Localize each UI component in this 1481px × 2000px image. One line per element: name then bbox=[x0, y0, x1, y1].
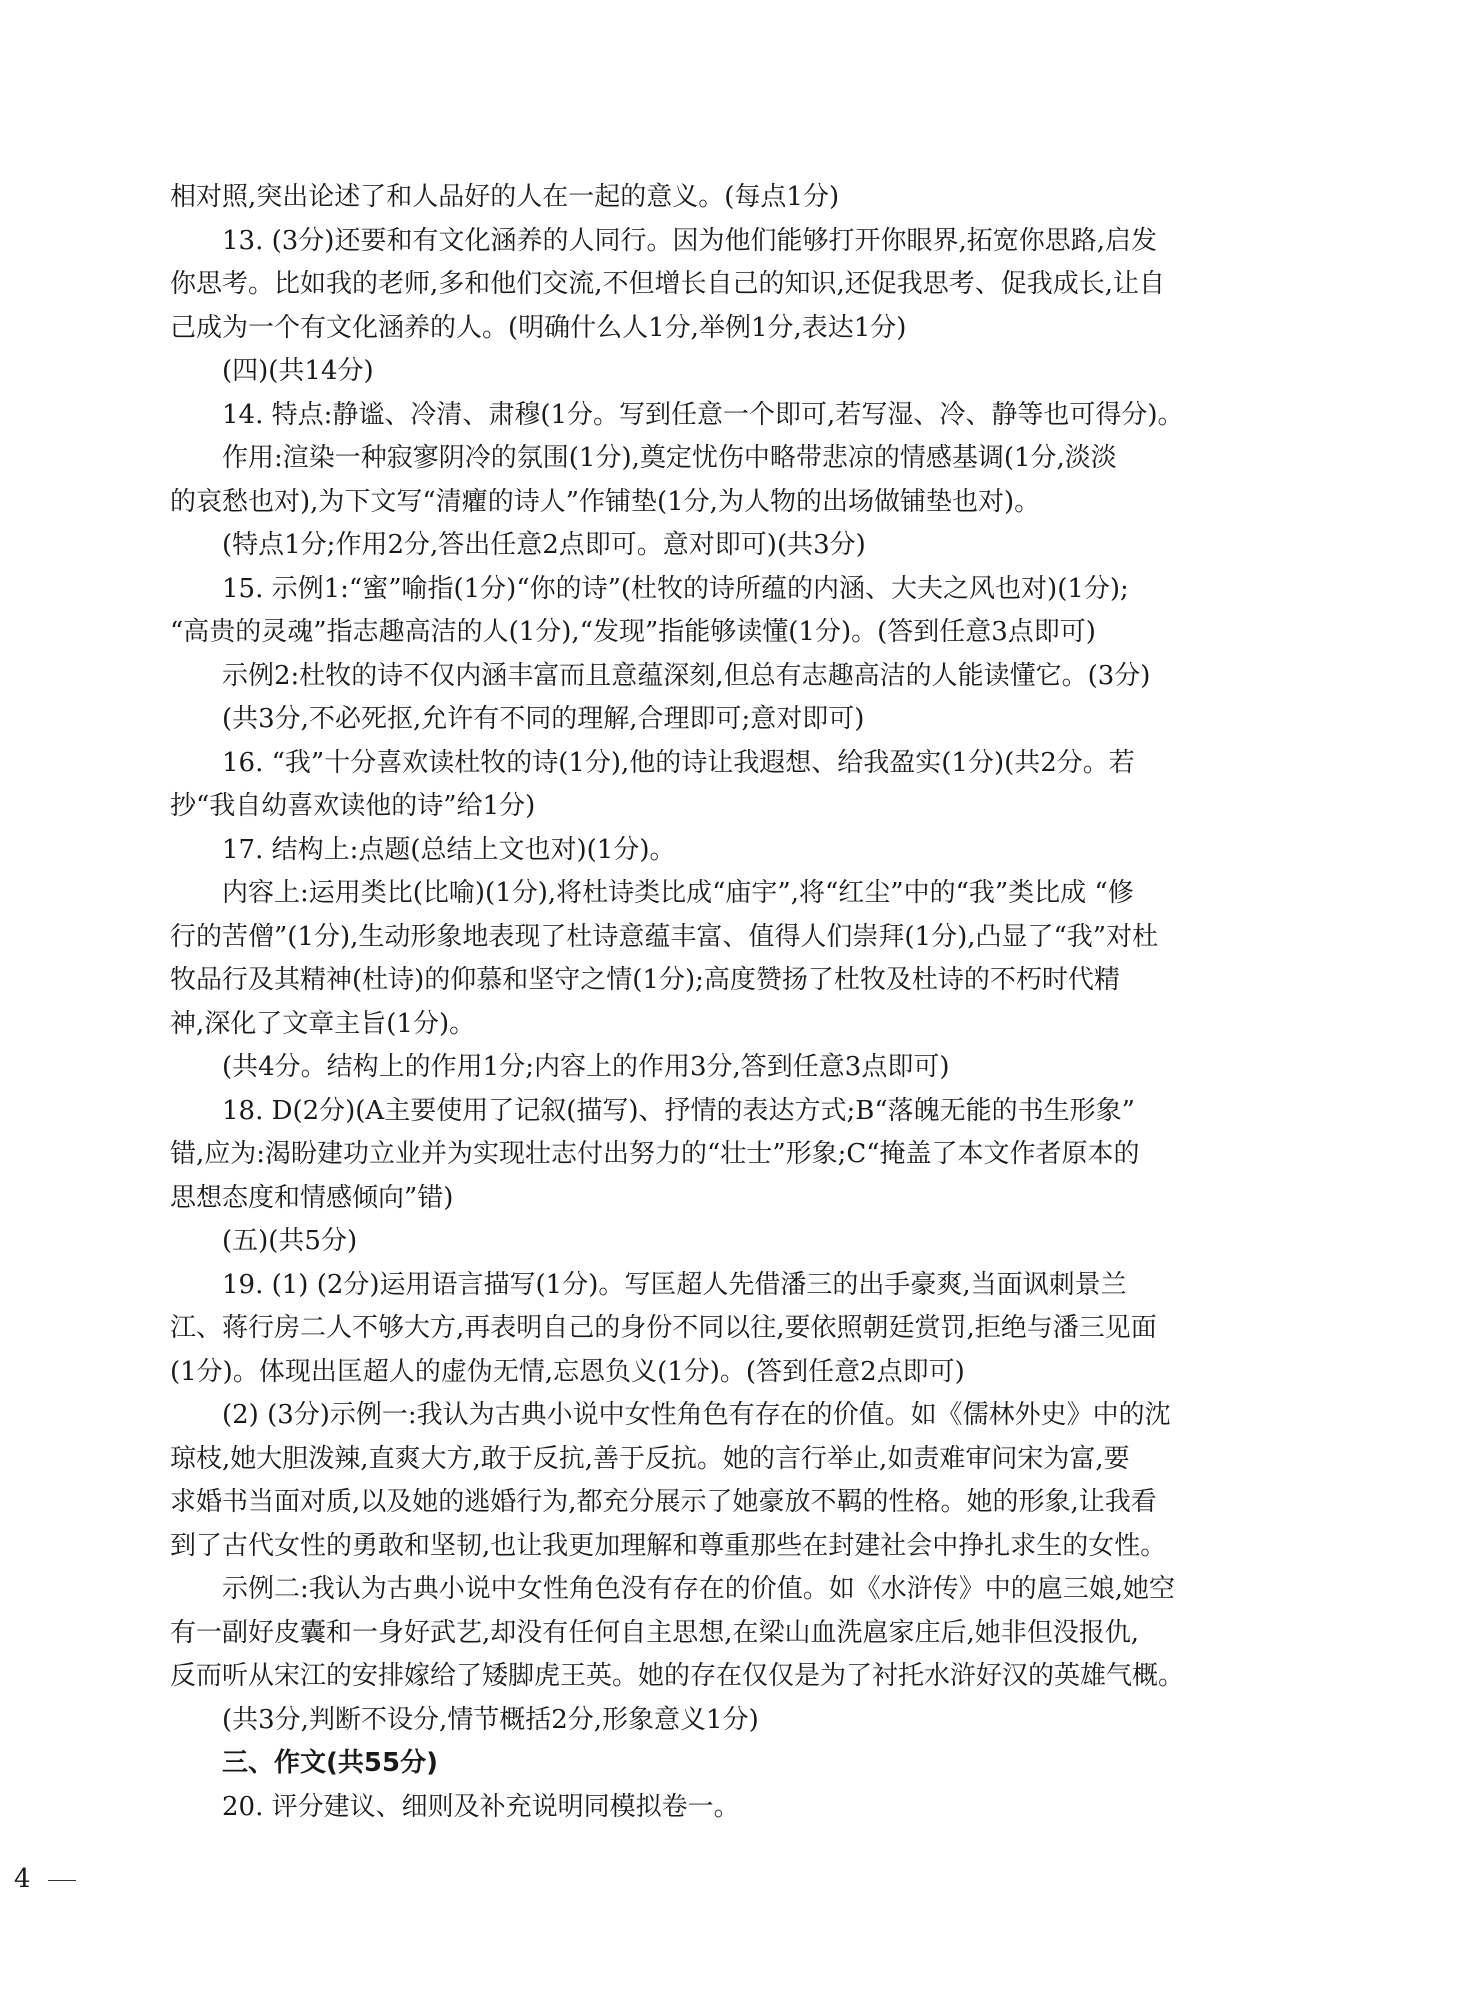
text-line: 到了古代女性的勇敢和坚韧,也让我更加理解和尊重那些在封建社会中挣扎求生的女性。 bbox=[170, 1530, 1167, 1561]
text-line: 内容上:运用类比(比喻)(1分),将杜诗类比成“庙宇”,将“红尘”中的“我”类比成 “修 bbox=[222, 878, 1134, 908]
text-line: 错,应为:渴盼建功立业并为实现壮志付出努力的“壮士”形象;C“掩盖了本文作者原本的 bbox=[170, 1139, 1140, 1169]
text-line: 抄“我自幼喜欢读他的诗”给1分) bbox=[170, 791, 536, 821]
text-line: 琼枝,她大胆泼辣,直爽大方,敢于反抗,善于反抗。她的言行举止,如责难审问宋为富,要 bbox=[170, 1443, 1130, 1474]
text-line: (共3分,不必死抠,允许有不同的理解,合理即可;意对即可) bbox=[222, 704, 865, 734]
text-line: (四)(共14分) bbox=[222, 356, 374, 386]
text-line: (共4分。结构上的作用1分;内容上的作用3分,答到任意3点即可) bbox=[222, 1052, 950, 1082]
text-line: 示例二:我认为古典小说中女性角色没有存在的价值。如《水浒传》中的扈三娘,她空 bbox=[222, 1574, 1176, 1604]
text-line: 江、蒋行房二人不够大方,再表明自己的身份不同以往,要依照朝廷赏罚,拒绝与潘三见面 bbox=[170, 1313, 1157, 1343]
text-line: 求婚书当面对质,以及她的逃婚行为,都充分展示了她豪放不羁的性格。她的形象,让我看 bbox=[170, 1487, 1157, 1517]
text-line: 20. 评分建议、细则及补充说明同模拟卷一。 bbox=[222, 1791, 740, 1822]
text-line: 己成为一个有文化涵养的人。(明确什么人1分,举例1分,表达1分) bbox=[170, 312, 907, 343]
text-line: “高贵的灵魂”指志趣高洁的人(1分),“发现”指能够读懂(1分)。(答到任意3点即可) bbox=[170, 617, 1096, 647]
text-line: 行的苦僧”(1分),生动形象地表现了杜诗意蕴丰富、值得人们崇拜(1分),凸显了“我”对杜 bbox=[170, 921, 1159, 952]
section-heading: 三、作文(共55分) bbox=[222, 1748, 438, 1778]
page-number: 4 bbox=[14, 1864, 31, 1894]
text-line: 示例2:杜牧的诗不仅内涵丰富而且意蕴深刻,但总有志趣高洁的人能读懂它。(3分) bbox=[222, 660, 1151, 691]
text-line: 反而听从宋江的安排嫁给了矮脚虎王英。她的存在仅仅是为了衬托水浒好汉的英雄气概。 bbox=[170, 1661, 1185, 1691]
text-line: 18. D(2分)(A主要使用了记叙(描写)、抒情的表达方式;B“落魄无能的书生形象” bbox=[222, 1095, 1135, 1126]
text-line: 14. 特点:静谧、冷清、肃穆(1分。写到任意一个即可,若写湿、冷、静等也可得分)。 bbox=[222, 399, 1184, 430]
answer-key-body bbox=[170, 176, 1250, 1829]
text-line: 作用:渲染一种寂寥阴冷的氛围(1分),奠定忧伤中略带悲凉的情感基调(1分,淡淡 bbox=[222, 443, 1117, 473]
text-line: 相对照,突出论述了和人品好的人在一起的意义。(每点1分) bbox=[170, 182, 840, 212]
text-line: (1分)。体现出匡超人的虚伪无情,忘恩负义(1分)。(答到任意2点即可) bbox=[170, 1356, 965, 1387]
text-line: 思想态度和情感倾向”错) bbox=[170, 1182, 454, 1213]
text-line: (特点1分;作用2分,答出任意2点即可。意对即可)(共3分) bbox=[222, 530, 866, 560]
text-line: 你思考。比如我的老师,多和他们交流,不但增长自己的知识,还促我思考、促我成长,让自 bbox=[170, 269, 1166, 299]
text-line: 17. 结构上:点题(总结上文也对)(1分)。 bbox=[222, 834, 676, 865]
text-line: (共3分,判断不设分,情节概括2分,形象意义1分) bbox=[222, 1704, 759, 1735]
text-line: 牧品行及其精神(杜诗)的仰慕和坚守之情(1分);高度赞扬了杜牧及杜诗的不朽时代精 bbox=[170, 965, 1120, 995]
text-line: 13. (3分)还要和有文化涵养的人同行。因为他们能够打开你眼界,拓宽你思路,启发 bbox=[222, 225, 1157, 256]
text-line: 16. “我”十分喜欢读杜牧的诗(1分),他的诗让我遐想、给我盈实(1分)(共2分。若 bbox=[222, 747, 1135, 778]
text-line: (2) (3分)示例一:我认为古典小说中女性角色有存在的价值。如《儒林外史》中的沈 bbox=[222, 1400, 1171, 1430]
text-line: 有一副好皮囊和一身好武艺,却没有任何自主思想,在梁山血洗扈家庄后,她非但没报仇, bbox=[170, 1617, 1140, 1648]
page-number-dash bbox=[48, 1880, 76, 1881]
text-line: 神,深化了文章主旨(1分)。 bbox=[170, 1008, 476, 1039]
text-line: 的哀愁也对),为下文写“清癯的诗人”作铺垫(1分,为人物的出场做铺垫也对)。 bbox=[170, 486, 1041, 517]
text-line: 15. 示例1:“蜜”喻指(1分)“你的诗”(杜牧的诗所蕴的内涵、大夫之风也对)(1分); bbox=[222, 573, 1129, 604]
text-line: (五)(共5分) bbox=[222, 1226, 358, 1256]
text-line: 19. (1) (2分)运用语言描写(1分)。写匡超人先借潘三的出手豪爽,当面讽刺景兰 bbox=[222, 1269, 1127, 1300]
